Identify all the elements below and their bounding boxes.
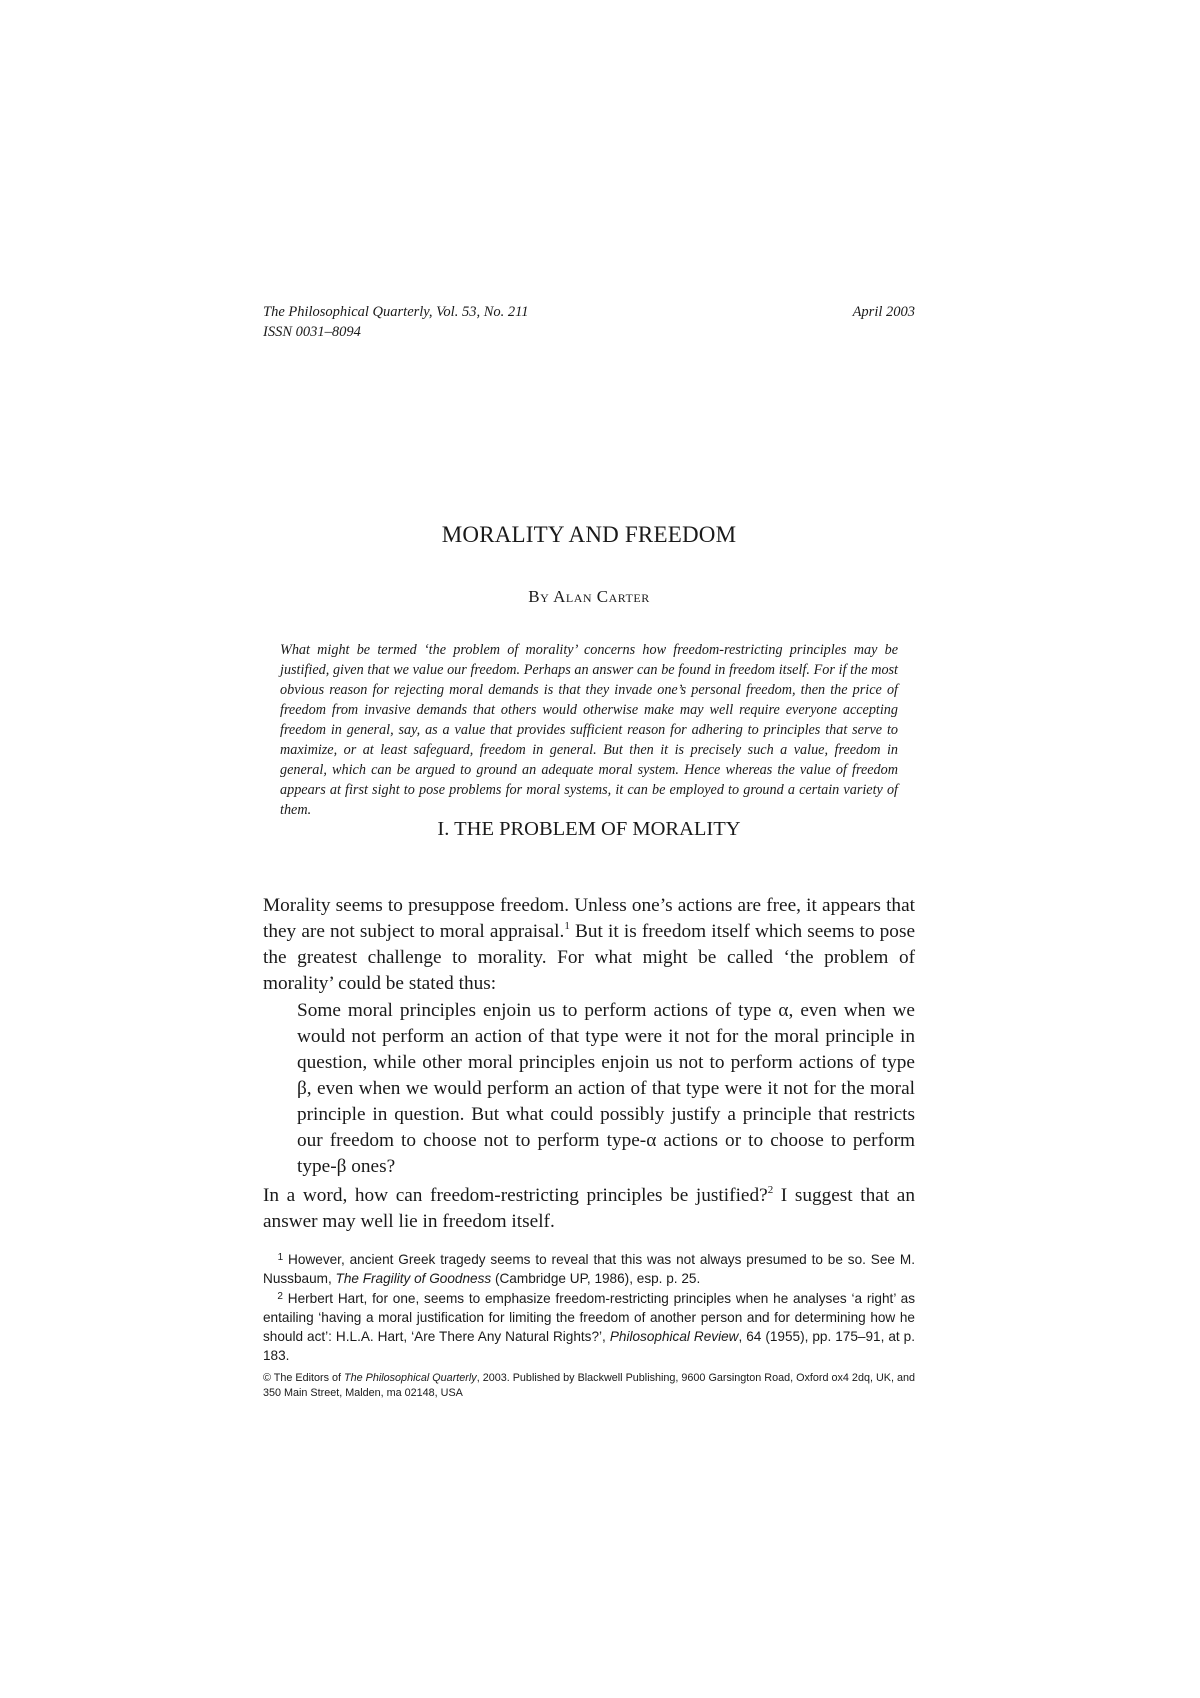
- block-quote: Some moral principles enjoin us to perform actions of type α, even when we would not perform an action of that type were it not for the moral principle in question, while other moral principles enjoin us not to perform actions of type β, even when we would perform an action of that type were it not for the moral principle in question. But what could possibly justify a principle that restricts our freedom to choose not to perform type-α actions or to choose to perform type-β ones?: [297, 1000, 915, 1177]
- footnote-ref-1[interactable]: 1: [564, 920, 570, 932]
- copyright-text: © The Editors of: [263, 1372, 345, 1384]
- footnote-text: , 64 (1955), pp. 175–91, at p. 183.: [263, 1329, 915, 1363]
- body-paragraph-1: [263, 893, 915, 997]
- footnote-1: [263, 1248, 915, 1288]
- section-heading: I. THE PROBLEM OF MORALITY: [437, 818, 741, 840]
- issn: ISSN 0031–8094: [263, 324, 361, 340]
- footnote-text: However, ancient Greek tragedy seems to reveal that this was not always presumed to be so. See M. Nussbaum,: [263, 1252, 915, 1286]
- paragraph-text: In a word, how can freedom-restricting principles be justified?: [263, 1185, 768, 1206]
- journal-header: [263, 302, 915, 342]
- journal-citation: The Philosophical Quarterly, Vol. 53, No. 211: [263, 304, 529, 320]
- abstract: What might be termed ‘the problem of morality’ concerns how freedom-restricting principles may be justified, given that we value our freedom. Perhaps an answer can be found in freedom itself. For if the most obvious reason for rejecting moral demands is that they invade one’s personal freedom, then the price of freedom from invasive demands that others would otherwise make may well require everyone accepting freedom in general, say, as a value that provides sufficient reason for adhering to principles that serve to maximize, or at least safeguard, freedom in general. But then it is precisely such a value, freedom in general, which can be argued to ground an adequate moral system. Hence whereas the value of freedom appears at first sight to pose problems for moral systems, it can be employed to ground a certain variety of them.: [280, 642, 898, 818]
- footnote-cited-title: Philosophical Review: [609, 1329, 739, 1344]
- copyright-journal: The Philosophical Quarterly: [344, 1372, 477, 1384]
- article-title: MORALITY AND FREEDOM: [441, 522, 737, 547]
- paragraph-text: But it is freedom itself which seems to pose the greatest challenge to morality. For what might be called ‘the problem of morality’ could be stated thus:: [263, 921, 916, 994]
- footnote-ref-2[interactable]: 2: [767, 1184, 774, 1196]
- paragraph-text: I suggest that an answer may well lie in freedom itself.: [263, 1185, 915, 1232]
- footnote-cited-title: The Fragility of Goodness: [335, 1271, 492, 1286]
- footnote-number: 2: [277, 1291, 283, 1302]
- footnote-number: 1: [277, 1252, 284, 1263]
- issue-date: April 2003: [852, 304, 915, 320]
- body-paragraph-2: [263, 1183, 915, 1235]
- copyright-notice: [263, 1371, 915, 1401]
- footnote-2: [263, 1287, 915, 1365]
- footnote-text: Herbert Hart, for one, seems to emphasize freedom-restricting principles when he analyses ‘a right’ as entailing ‘having a moral justification for limiting the freedom of another person and for determining how he should act’: H.L.A. Hart, ‘Are There Any Natural Rights?’,: [263, 1291, 915, 1344]
- article-author: By Alan Carter: [528, 587, 650, 606]
- paragraph-text: Morality seems to presuppose freedom. Unless one’s actions are free, it appears that they are not subject to moral appraisal.: [263, 895, 915, 942]
- footnote-text: (Cambridge UP, 1986), esp. p. 25.: [491, 1271, 701, 1286]
- copyright-text: , 2003. Published by Blackwell Publishing, 9600 Garsington Road, Oxford ox4 2dq, UK, and 350 Main Street, Malden, ma 02148, USA: [263, 1372, 915, 1399]
